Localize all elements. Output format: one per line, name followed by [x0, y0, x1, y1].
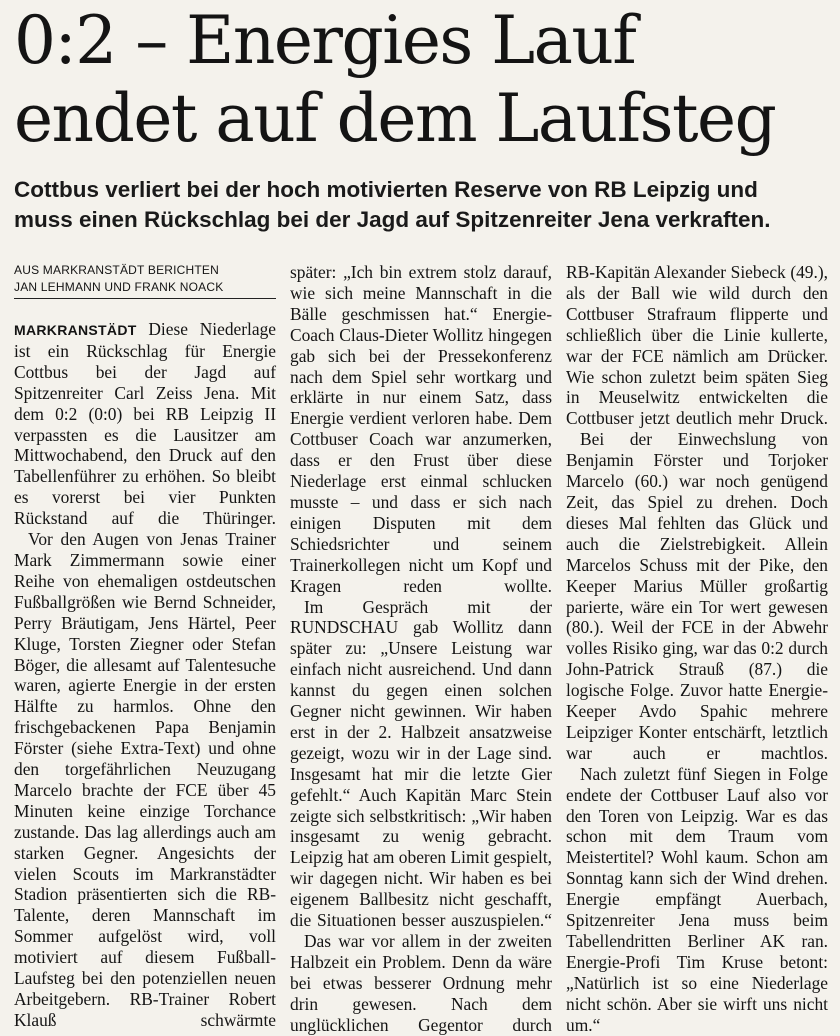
subheadline	[14, 175, 834, 235]
paragraph: Im Gespräch mit der RUNDSCHAU gab Wollitz dann später zu: „Unsere Leistung war einfach nicht ausreichend. Und dann kannst du gegen einen solchen Gegner nicht gewinnen. Wir haben erst in der 2. Halbzeit ansatzweise gezeigt, wozu wir in der Lage sind. Insgesamt hat mir die letzte Gier gefehlt.“ Auch Kapitän Marc Stein zeigte sich selbstkritisch: „Wir haben insgesamt zu wenig gebracht. Leipzig hat am oberen Limit gespielt, wir dagegen nicht. Wir haben es bei eigenem Ballbesitz nicht geschafft, die Situationen besser auszuspielen.“	[290, 596, 552, 931]
byline	[14, 262, 276, 299]
paragraph: Das war vor allem in der zweiten Halbzeit ein Problem. Denn da wäre bei etwas besserer Ordnung mehr drin gewesen. Nach dem unglücklichen Gegentor durch	[290, 931, 552, 1035]
subheadline-line-2: muss einen Rückschlag bei der Jagd auf Spitzenreiter Jena verkraften.	[14, 207, 771, 232]
byline-line-1: AUS MARKRANSTÄDT BERICHTEN	[14, 263, 220, 277]
article-column-1	[14, 262, 276, 1031]
subheadline-line-1: Cottbus verliert bei der hoch motivierten Reserve von RB Leipzig und	[14, 177, 758, 202]
paragraph: Nach zuletzt fünf Siegen in Folge endete der Cottbuser Lauf also vor den Toren von Leipzig. War es das schon mit dem Traum vom Meistertitel? Wohl kaum. Schon am Sonntag kann sich der Wind drehen. Energie empfängt Auerbach, Spitzenreiter Jena muss beim Tabellendritten Berliner AK ran. Energie-Profi Tim Kruse betont: „Natürlich ist so eine Niederlage nicht schön. Aber sie wirft uns nicht um.“	[566, 763, 828, 1035]
headline-line-2: endet auf dem Laufsteg	[14, 80, 776, 157]
paragraph: später: „Ich bin extrem stolz darauf, wie sich meine Mannschaft in die Bälle geschmissen hat.“ Energie-Coach Claus-Dieter Wollitz hingegen gab sich bei der Pressekonferenz nach dem Spiel sehr wortkarg und erklärte in nur einem Satz, dass Energie verdient verloren habe. Dem Cottbuser Coach war anzumerken, dass er den Frust über diese Niederlage erst einmal schlucken musste – und dass er sich nach einigen Disputen mit dem Schiedsrichter und seinem Trainerkollegen nicht um Kopf und Kragen reden wollte.	[290, 262, 552, 596]
paragraph: Bei der Einwechslung von Benjamin Förster und Torjoker Marcelo (60.) war noch genügend Zeit, das Spiel zu drehen. Doch dieses Mal fehlten das Glück und auch die Zielstrebigkeit. Allein Marcelos Schuss mit der Pike, den Keeper Marius Müller großartig parierte, wäre ein Tor wert gewesen (80.). Weil der FCE in der Abwehr volles Risiko ging, war das 0:2 durch John-Patrick Strauß (87.) die logische Folge. Zuvor hatte Energie-Keeper Avdo Spahic mehrere Leipziger Konter entschärft, letztlich war auch er machtlos.	[566, 429, 828, 763]
paragraph: RB-Kapitän Alexander Siebeck (49.), als der Ball wie wild durch den Cottbuser Strafraum flipperte und schließlich über die Linie kullerte, war der FCE nämlich am Drücker. Wie schon zuletzt beim späten Sieg in Meuselwitz entwickelten die Cottbuser jetzt deutlich mehr Druck.	[566, 262, 828, 429]
paragraph	[14, 319, 276, 529]
paragraph: Vor den Augen von Jenas Trainer Mark Zimmermann sowie einer Reihe von ehemaligen ostdeutschen Fußballgrößen wie Bernd Schneider, Perry Bräutigam, Jens Härtel, Peer Kluge, Torsten Ziegner oder Stefan Böger, die allesamt auf Talentesuche waren, agierte Energie in der ersten Hälfte zu harmlos. Ohne den frischgebackenen Papa Benjamin Förster (siehe Extra-Text) und ohne den torgefährlichen Neuzugang Marcelo brachte der FCE über 45 Minuten keine einzige Torchance zustande. Das lag allerdings auch am starken Gegner. Angesichts der vielen Scouts im Markranstädter Stadion präsentierten sich die RB-Talente, deren Mannschaft im Sommer aufgelöst wird, voll motiviert auf diesem Fußball-Laufsteg bei den potenziellen neuen Arbeitgebern. RB-Trainer Robert Klauß schwärmte	[14, 529, 276, 1030]
article-column-2	[290, 262, 552, 1036]
paragraph-text: Diese Niederlage ist ein Rückschlag für Energie Cottbus bei der Jagd auf Spitzenreiter Carl Zeiss Jena. Mit dem 0:2 (0:0) bei RB Leipzig II verpassten es die Lausitzer am Mittwochabend, den Druck auf den Tabellenführer zu erhöhen. So bleibt es vorerst bei vier Punkten Rückstand auf die Thüringer.	[14, 319, 276, 529]
headline-line-1: 0:2 – Energies Lauf	[14, 2, 636, 79]
article-column-3	[566, 262, 828, 1036]
dateline: MARKRANSTÄDT	[14, 322, 137, 338]
headline	[14, 2, 834, 158]
byline-line-2: JAN LEHMANN UND FRANK NOACK	[14, 280, 224, 294]
